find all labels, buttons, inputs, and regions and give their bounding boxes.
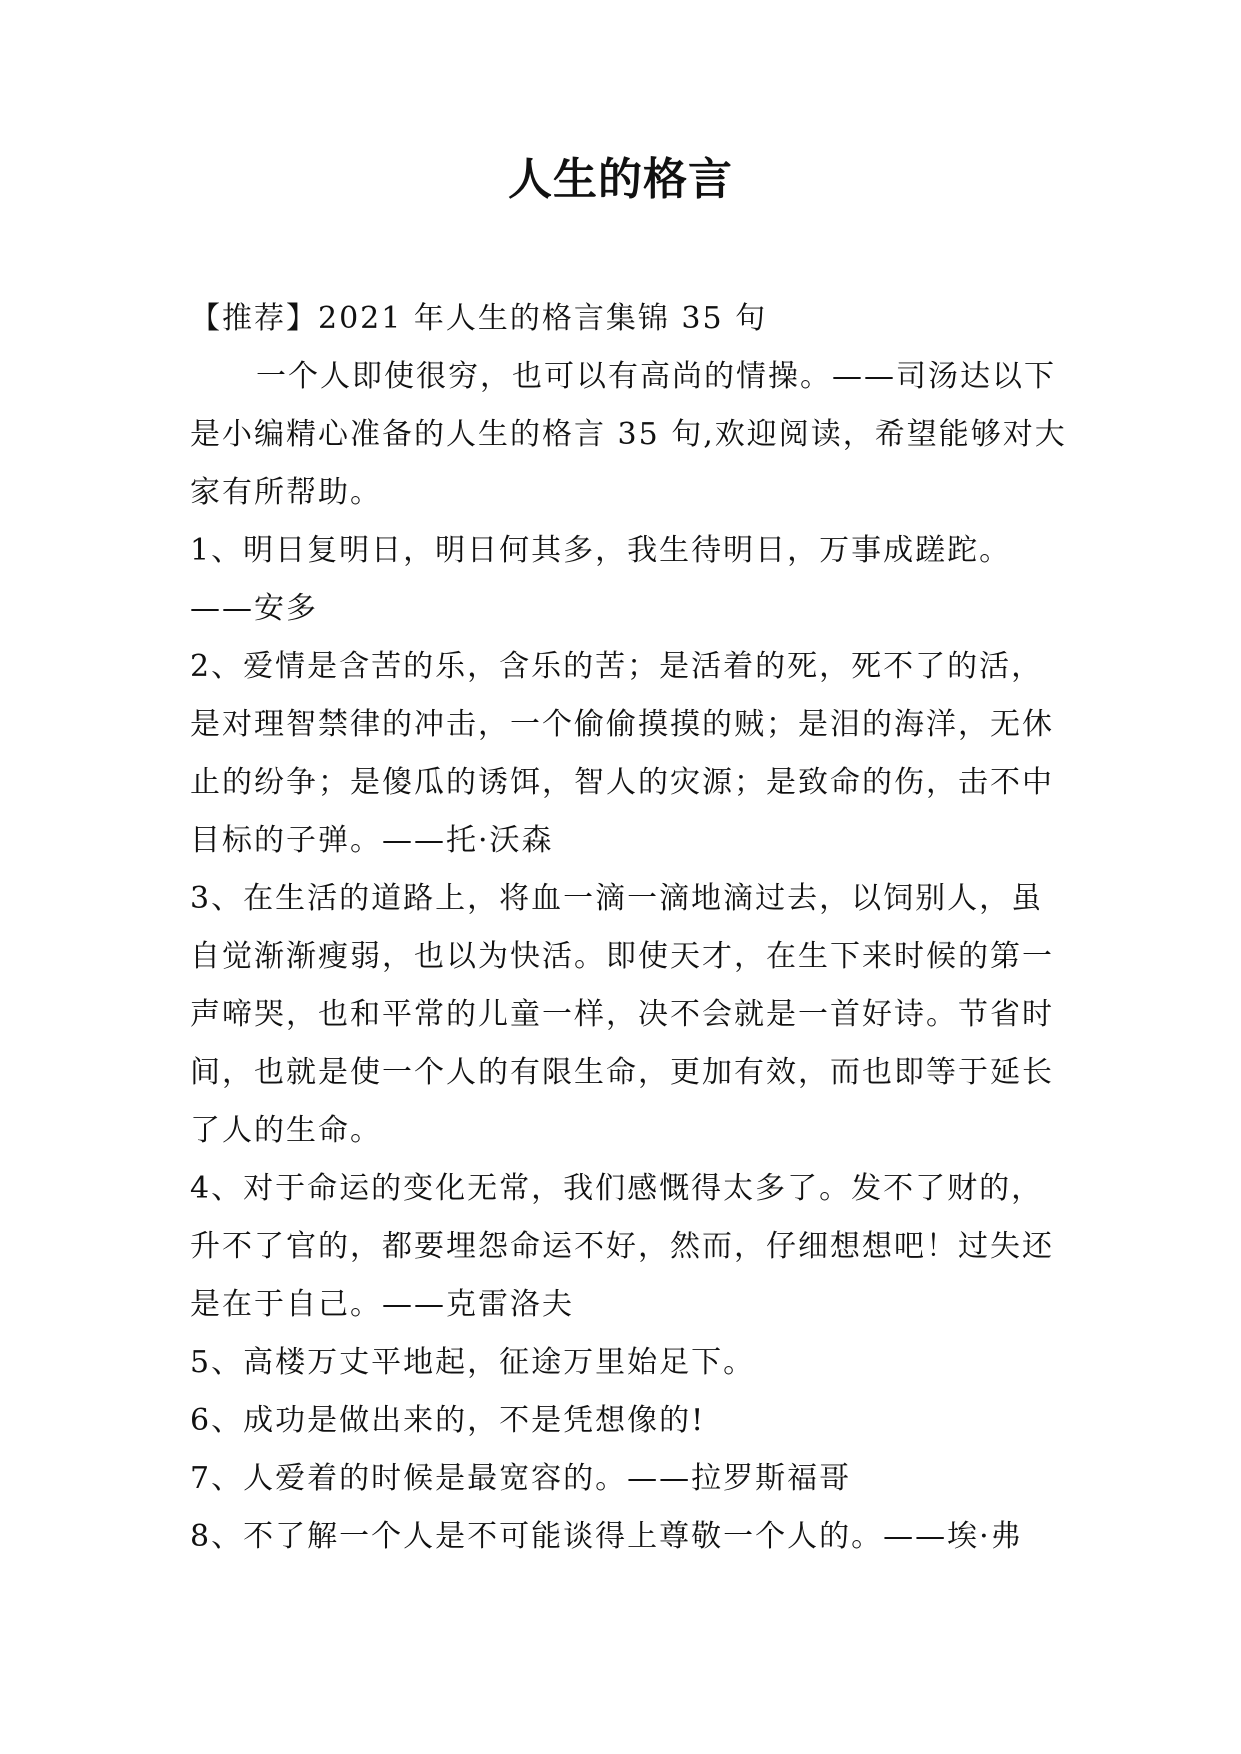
- quote-item-5: 5、高楼万丈平地起，征途万里始足下。: [190, 1345, 756, 1380]
- quote-item-1: 1、明日复明日，明日何其多，我生待明日，万事成蹉跎。——安多: [190, 533, 1012, 626]
- quote-item-8: 8、不了解一个人是不可能谈得上尊敬一个人的。——埃·弗: [190, 1519, 1023, 1554]
- quote-item-4: 4、对于命运的变化无常，我们感慨得太多了。发不了财的，升不了官的，都要埋怨命运不好，然而，仔细想想吧！过失还是在于自己。——克雷洛夫: [190, 1171, 1054, 1322]
- page-title: 人生的格言: [508, 154, 733, 205]
- quote-item-3: 3、在生活的道路上，将血一滴一滴地滴过去，以饲别人，虽自觉渐渐瘦弱，也以为快活。即使天才，在生下来时候的第一声啼哭，也和平常的儿童一样，决不会就是一首好诗。节省时间，也就是使一个人的有限生命，更加有效，而也即等于延长了人的生命。: [190, 881, 1054, 1148]
- document-body: [190, 290, 1070, 1566]
- intro-paragraph: 一个人即使很穷，也可以有高尚的情操。——司汤达以下是小编精心准备的人生的格言 35 句,欢迎阅读，希望能够对大家有所帮助。: [190, 359, 1067, 510]
- quote-item-6: 6、成功是做出来的，不是凭想像的!: [190, 1403, 706, 1438]
- quote-item-2: 2、爱情是含苦的乐，含乐的苦；是活着的死，死不了的活，是对理智禁律的冲击，一个偷偷摸摸的贼；是泪的海洋，无休止的纷争；是傻瓜的诱饵，智人的灾源；是致命的伤，击不中目标的子弹。——托·沃森: [190, 649, 1054, 858]
- quote-item-7: 7、人爱着的时候是最宽容的。——拉罗斯福哥: [190, 1461, 852, 1496]
- document-subtitle: 【推荐】2021 年人生的格言集锦 35 句: [190, 301, 768, 336]
